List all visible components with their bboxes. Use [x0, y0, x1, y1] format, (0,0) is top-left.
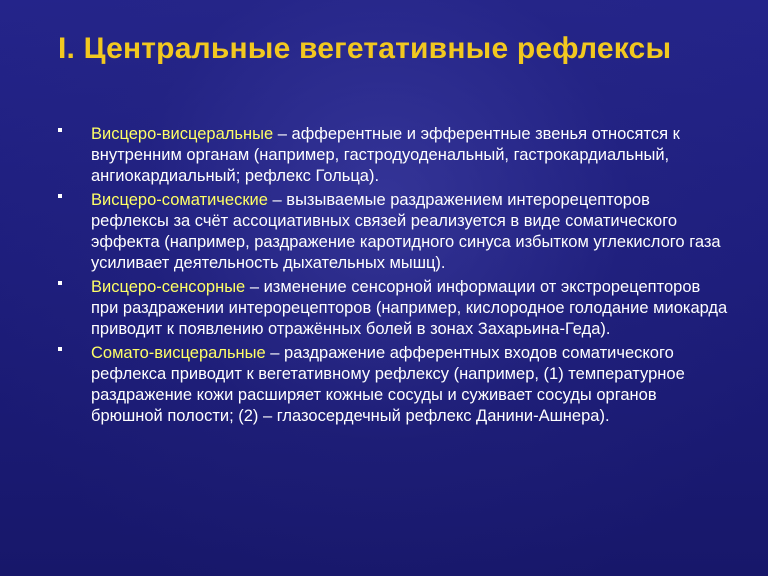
bullet-text: – изменение сенсорной информации от экстрорецепторов при раздражении интерорецепторов (например, кислородное голодание миокарда приводит к появлению отражённых болей в зонах Захарьина-Геда).: [91, 278, 728, 338]
bullet-term: Висцеро-соматические: [91, 191, 268, 209]
bullet-dot-icon: [58, 347, 62, 351]
bullet-item-sensory: [0, 277, 768, 340]
bullet-list: [0, 124, 768, 430]
bullet-item-somatic: [0, 190, 768, 274]
bullet-dot-icon: [58, 194, 62, 198]
bullet-dot-icon: [58, 128, 62, 132]
bullet-term: Висцеро-сенсорные: [91, 278, 246, 296]
bullet-term: Сомато-висцеральные: [91, 344, 266, 362]
bullet-text: – афферентные и эфферентные звенья относятся к внутренним органам (например, гастродуоденальный, гастрокардиальный, ангиокардиальный; рефлекс Гольца).: [91, 125, 680, 185]
bullet-item-visceral: [0, 124, 768, 187]
bullet-text: – раздражение афферентных входов соматического рефлекса приводит к вегетативному рефлексу (например, (1) температурное раздражение кожи расширяет кожные сосуды и суживает сосуды органов брюшной полости; (2) – глазосердечный рефлекс Данини-Ашнера).: [91, 344, 685, 425]
bullet-text: – вызываемые раздражением интерорецепторов рефлексы за счёт ассоциативных связей реализуется в виде соматического эффекта (например, раздражение каротидного синуса избытком углекислого газа усиливает деятельность дыхательных мышц).: [91, 191, 721, 272]
bullet-term: Висцеро-висцеральные: [91, 125, 274, 143]
bullet-item-somato-visceral: [0, 343, 768, 427]
bullet-dot-icon: [58, 281, 62, 285]
slide-title: I. Центральные вегетативные рефлексы: [58, 32, 672, 65]
